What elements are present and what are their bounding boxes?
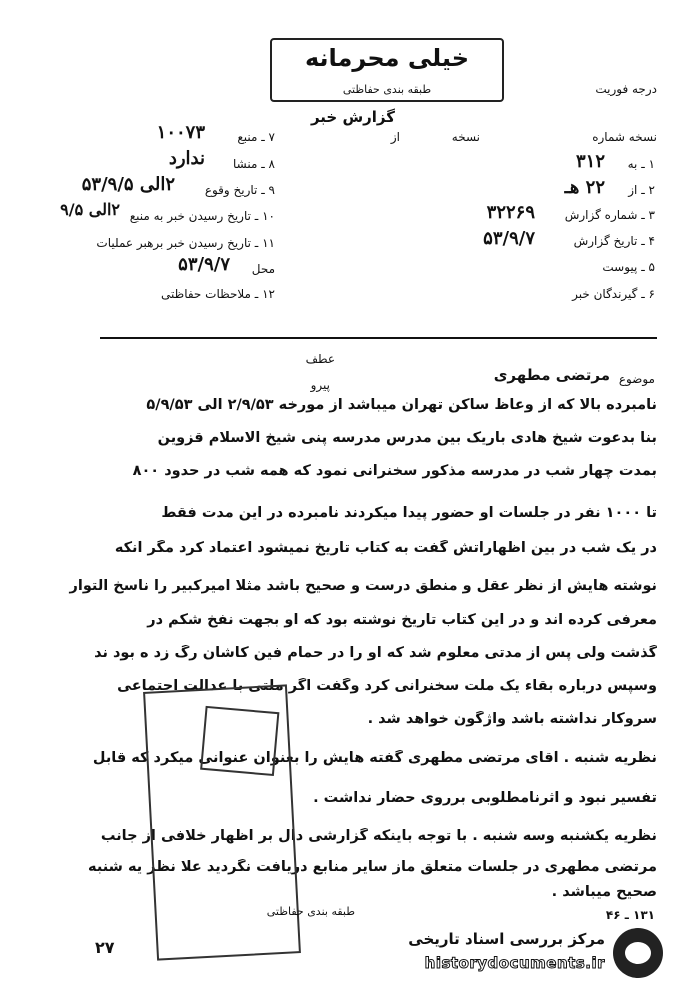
handwritten-note: ۲۷ [95, 938, 115, 957]
field-occurrence-date-label: ۹ ـ تاریخ وقوع [204, 183, 275, 197]
field-source-received-label: ۱۰ ـ تاریخ رسیدن خبر به منبع [129, 209, 275, 223]
field-leader-received-label: ۱۱ ـ تاریخ رسیدن خبر برهبر عملیات [96, 236, 275, 250]
body-line: نظریه یکشنبه وسه شنبه . با توجه باینکه گزارشی دال بر اظهار خلافی از جانب [100, 828, 657, 844]
field-source-value: ۱۰۰۷۳ [156, 122, 205, 143]
copy-from-label: از [390, 130, 400, 144]
follow-up-label: پیرو [310, 378, 330, 392]
body-line: در یک شب در بین اظهاراتش گفت به کتاب تاریخ نمیشود اعتماد کرد مگر آنکه [114, 540, 657, 556]
subject-label: موضوع [618, 372, 655, 386]
body-line: صحیح میباشد . [551, 884, 657, 900]
field-to-label: ۱ ـ به [627, 157, 655, 171]
document-code: ۱۳۱ ـ ۴۶ [605, 908, 655, 922]
field-report-date-value: ۵۳/۹/۷ [483, 228, 535, 249]
body-line: نوشته هایش از نظر عقل و منطق درست و صحیح باشد مثلا امیرکبیر را ناسخ التوار [69, 578, 657, 594]
field-origin-value: ندارد [168, 148, 205, 169]
priority-label: درجه فوریت [595, 82, 657, 96]
report-title: گزارش خبر [310, 108, 395, 126]
watermark-url: historydocuments.ir [424, 954, 605, 972]
body-line: گذشت ولی پس از مدتی معلوم شد که او را در حمام فین کاشان رگ زد ه بود ند [94, 645, 657, 661]
copy-version-label: نسخه [451, 130, 480, 144]
archive-seal-stamp [143, 684, 301, 960]
body-line: تفسیر نبود و اثرنامطلوبی برروی حضار نداشت . [313, 790, 657, 806]
field-source-label: ۷ ـ منبع [237, 130, 275, 144]
field-origin-label: ۸ ـ منشا [232, 157, 275, 171]
field-recipients-label: ۶ ـ گیرندگان خبر [572, 287, 655, 301]
classification-stamp [270, 38, 504, 102]
field-source-received-value: ۲الی ۹/۵ [60, 200, 120, 219]
field-to-value: ۳۱۲ [575, 151, 605, 172]
field-from-value: ۲۲ هـ [564, 177, 605, 198]
seal-inner-box [200, 706, 279, 776]
body-line: بنا بدعوت شیخ هادی باریک بین مدرس مدرسه پنی شیخ الاسلام قزوین [157, 430, 657, 446]
subject-value: مرتضی مطهری [493, 366, 610, 384]
field-report-date-label: ۴ ـ تاریخ گزارش [573, 234, 655, 248]
watermark-title: مرکز بررسی اسناد تاریخی [408, 930, 605, 948]
body-line: معرفی کرده اند و در این کتاب تاریخ نوشته بود که او بجهت نفخ شکم در [147, 612, 657, 628]
body-line: نامبرده بالا که از وعاظ ساکن تهران میباشد از مورخه ۲/۹/۵۳ الی ۵/۹/۵۳ [146, 397, 657, 413]
copy-number-label: نسخه شماره [592, 130, 657, 144]
body-line: تا ۱۰۰۰ نفر در جلسات او حضور پیدا میکردند نامبرده در این مدت فقط [161, 505, 657, 521]
reference-label: عطف [305, 352, 335, 366]
body-line: سروکار نداشته باشد واژگون خواهد شد . [367, 711, 657, 727]
field-occurrence-date-value: ۲الی ۵۳/۹/۵ [81, 174, 175, 195]
body-line: وسپس درباره بقاء یک ملت سخنرانی کرد وگفت اگر ملتی با عدالت اجتماعی [117, 678, 657, 694]
body-line: بمدت چهار شب در مدرسه مذکور سخنرانی نمود که همه شب در حدود ۸۰۰ [132, 463, 657, 479]
field-leader-received-value: ۵۳/۹/۷ [178, 254, 230, 275]
field-from-label: ۲ ـ از [628, 183, 655, 197]
archive-logo-icon [613, 928, 663, 978]
body-line: نظریه شنبه . آقای مرتضی مطهری گفته هایش را بعنوان عنوانی میکرد که قابل [92, 750, 657, 766]
bottom-classification-stamp: طبقه بندی حفاظتی [266, 905, 355, 918]
field-attachment-label: ۵ ـ پیوست [602, 260, 655, 274]
field-security-notes-label: ۱۲ ـ ملاحظات حفاظتی [161, 287, 275, 301]
classification-stamp-text: خیلی محرمانه [304, 44, 470, 72]
field-location-label: محل [251, 262, 275, 276]
field-report-number-value: ۳۲۲۶۹ [486, 202, 535, 223]
classification-stamp-caption: طبقه بندی حفاظتی [342, 83, 432, 96]
body-line: مرتضی مطهری در جلسات متعلق ماز سایر منابع دریافت نگردید علا نظر یه شنبه [88, 859, 657, 875]
watermark [403, 926, 663, 982]
field-report-number-label: ۳ ـ شماره گزارش [564, 208, 655, 222]
form-divider [100, 337, 657, 339]
